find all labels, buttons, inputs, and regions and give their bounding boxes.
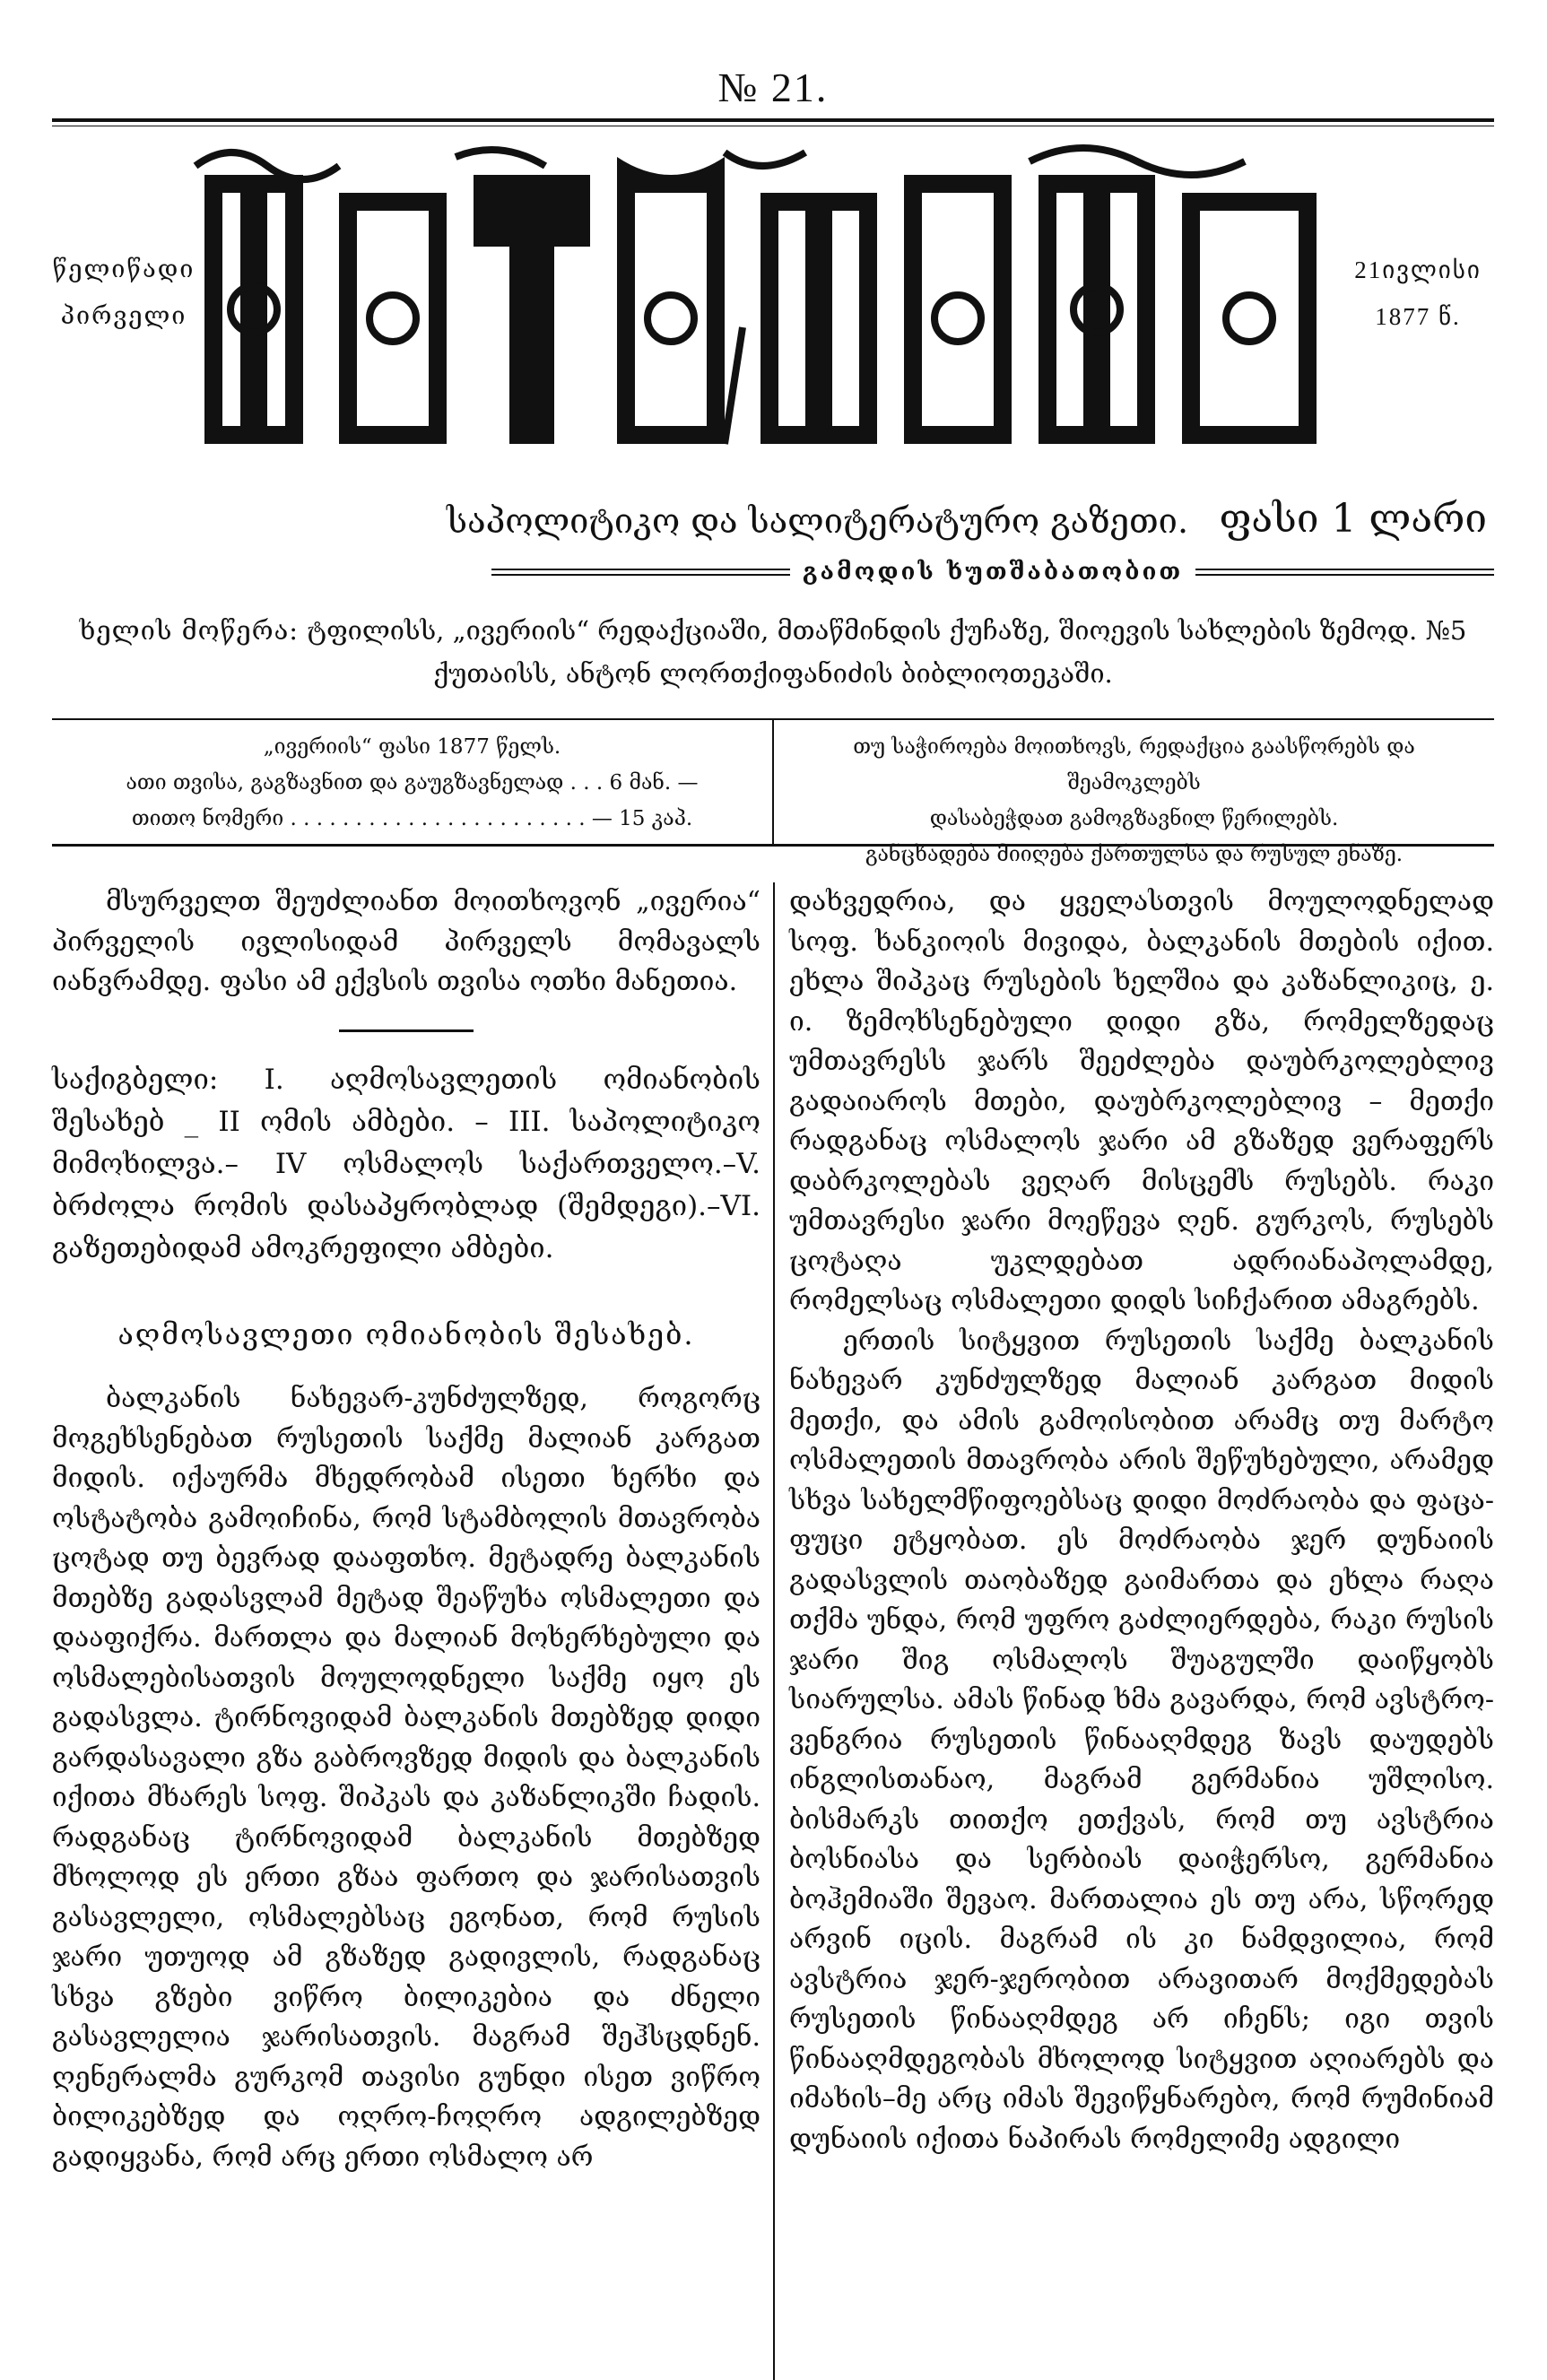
- info-box: [52, 718, 1494, 866]
- subscription-address: ტფილისს, „ივერიის“ რედაქციაში, მთაწმინდის ქუჩაზე, შიოევის სახლების ზემოდ. №5: [307, 615, 1467, 646]
- year-label-line1: წელიწადი: [52, 256, 196, 283]
- article-paragraph-continued: დახვედრია, და ყველასთვის მოულოდნელად სოფ. ხანკიოის მივიდა, ბალკანის მთების იქით. ეხლა შიპკაც რუსების ხელშია და კაზანლიკიც, ე. ი. ზემოხსენებული დიდი გზა, რომელზედაც უმთავრესს ჯარს შეეძლება დაუბრკოლებლივ გადაიაროს მთები, დაუბრკოლებლივ – მეთქი რადგანაც ოსმალოს ჯარი ამ გზაზედ ვერაფერს დაბრკოლებას ვეღარ მისცემს რუსებს. რაკი უმთავრესი ჯარი მოეწევა ღენ. გურკოს, რუსებს ცოტაღა უკლდებათ ადრიანაპოლამდე, რომელსაც ოსმალეთი დიდს სიჩქარით ამაგრებს.: [789, 886, 1494, 1316]
- table-of-contents: საქიგბელი: I. აღმოსავლეთის ომიანობის შესახებ _ II ომის ამბები. – III. საპოლიტიკო მიმოხილვა.– IV ოსმალოს საქართველო.–V. ბრძოლა რომის დასაპყრობლად (შემდეგი).–VI. გაზეთებიდამ ამოკრეფილი ამბები.: [52, 1063, 760, 1264]
- newspaper-subtitle: საპოლიტიკო და სალიტერატურო გაზეთი.: [447, 501, 1189, 541]
- issue-number: № 21.: [717, 65, 829, 110]
- frequency-rule-right: [1195, 569, 1494, 576]
- subscription-line1: [52, 609, 1494, 652]
- newspaper-page: [52, 63, 1494, 2380]
- frequency-rule-left: [491, 569, 790, 576]
- article-paragraph: ბალკანის ნახევარ-კუნძულზედ, როგორც მოგეხსენებათ რუსეთის საქმე მალიან კარგათ მიდის. იქაურმა მხედრობამ ისეთი ხერხი და ოსტატობა გამოიჩინა, რომ სტამბოლის მთავრობა ცოტად თუ ბევრად დააფთხო. მეტადრე ბალკანის მთებზე გადასვლამ მეტად შეაწუხა ოსმალეთი და დააფიქრა. მართლა და მალიან მოხერხებული და ოსმალებისათვის მოულოდნელი საქმე იყო ეს გადასვლა. ტირნოვიდამ ბალკანის მთებზედ დიდი გარდასავალი გზა გაბროვზედ მიდის და ბალკანის იქითა მხარეს სოფ. შიპკას და კაზანლიკში ჩადის. რადგანაც ტირნოვიდამ ბალკანის მთებზედ მხოლოდ ეს ერთი გზაა ფართო და ჯარისათვის გასავლელი, ოსმალებსაც ეგონათ, რომ რუსის ჯარი უთუოდ ამ გზაზედ გადივლის, რადგანაც სხვა გზები ვიწრო ბილიკებია და ძნელი გასავლელია ჯარისათვის. მაგრამ შეჰსცდნენ. ღენერალმა გურკომ თავისი გუნდი ისეთ ვიწრო ბილიკებზედ და ოღრო-ჩოღრო ადგილებზედ გადიყვანა, რომ არც ერთი ოსმალო არ: [52, 1383, 760, 2173]
- right-column: [775, 882, 1494, 2380]
- editorial-notice-line3: განცხადება მიიღება ქართულსა და რუსულ ენაზე.: [865, 843, 1404, 866]
- frequency-row: [52, 557, 1494, 587]
- masthead-title-logo: [187, 139, 1343, 480]
- subscription-label: ხელის მოწერა:: [79, 615, 300, 646]
- publication-frequency: გამოდის ხუთშაბათობით: [802, 559, 1184, 586]
- year-label: [52, 247, 196, 340]
- subscription-line2: ქუთაისს, ანტონ ლორთქიფანიძის ბიბლიოთეკაში.: [433, 658, 1113, 689]
- issue-price: ფასი 1 ლარი: [1219, 496, 1487, 542]
- subscription-notice: მსურველთ შეუძლიანთ მოითხოვონ „ივერია“ პირველის ივლისიდამ პირველს მომავალს იანვრამდე. ფასი ამ ექვსის თვისა ოთხი მანეთია.: [52, 886, 760, 997]
- editorial-notice-box: [774, 720, 1494, 866]
- issue-date-line2: 1877 წ.: [1375, 303, 1461, 330]
- year-label-line2: პირველი: [60, 302, 187, 330]
- section-title: აღმოსავლეთი ომიანობის შესახებ.: [117, 1316, 695, 1351]
- editorial-notice-line1: თუ საჭიროება მოითხოვს, რედაქცია გაასწორებს და შეამოკლებს: [853, 735, 1415, 795]
- top-rule: [52, 118, 1494, 126]
- subtitle-row: [52, 496, 1494, 553]
- price-box-row2: თითო ნომერი . . . . . . . . . . . . . . . . . . . . . . . — 15 კაპ.: [131, 807, 693, 830]
- price-box: [52, 720, 774, 844]
- subscription-info: [52, 609, 1494, 695]
- masthead: [52, 139, 1494, 480]
- notice-divider: [339, 1029, 474, 1032]
- article-columns: [52, 882, 1494, 2380]
- article-paragraph-2: ერთის სიტყვით რუსეთის საქმე ბალკანის ნახევარ კუნძულზედ მალიან კარგათ მიდის მეთქი, და ამის გამოისობით არამც თუ მარტო ოსმალეთის მთავრობა არის შეწუხებული, არამედ სხვა სახელმწიფოებსაც დიდი მოძრაობა და ფაცა-ფუცი ეტყობათ. ეს მოძრაობა ჯერ დუნაიის გადასვლის თაობაზედ გაიმართა და ეხლა რაღა თქმა უნდა, რომ უფრო გაძლიერდება, რაკი რუსის ჯარი შიგ ოსმალოს შუაგულში დაიწყობს სიარულსა. ამას წინად ხმა გავარდა, რომ ავსტრო-ვენგრია რუსეთის წინააღმდეგ ზავს დაუდებს ინგლისთანაო, მაგრამ გერმანია უშლისო. ბისმარკს თითქო ეთქვას, რომ თუ ავსტრია ბოსნიასა და სერბიას დაიჭერსო, გერმანია ბოჰემიაში შევაო. მართალია ეს თუ არა, სწორედ არვინ იცის. მაგრამ ის კი ნამდვილია, რომ ავსტრია ჯერ-ჯერობით არავითარ მოქმედებას რუსეთის წინააღმდეგ არ იჩენს; იგი თვის წინააღმდეგობას მხოლოდ სიტყვით აღიარებს და იმახის–მე არც იმას შევიწყნარებო, რომ რუმინიამ დუნაიის იქითა ნაპირას რომელიმე ადგილი: [789, 1325, 1494, 2155]
- issue-date-line1: 21ივლისი: [1354, 256, 1482, 283]
- price-box-row1: ათი თვისა, გაგზავნით და გაუგზავნელად . . . 6 მან. —: [126, 771, 699, 795]
- editorial-notice-line2: დასაბეჭდათ გამოგზავნილ წერილებს.: [929, 807, 1339, 830]
- left-column: [52, 882, 775, 2380]
- price-box-title: „ივერიის“ ფასი 1877 წელს.: [263, 735, 561, 759]
- issue-date: [1342, 247, 1494, 340]
